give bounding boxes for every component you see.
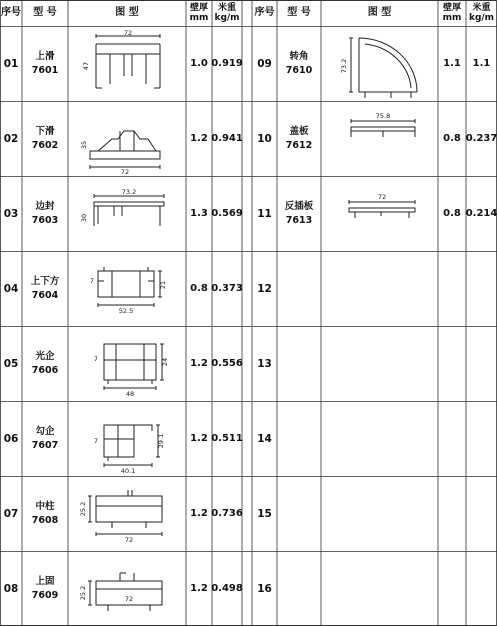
wall-thickness-value: 1.2 — [190, 508, 208, 519]
row-seq-number: 05 — [3, 357, 19, 370]
dimension-label: 24 — [161, 357, 169, 367]
header-seq: 序号 — [1, 7, 21, 18]
profile-model-cell — [277, 551, 321, 626]
dimension-label: 48 — [125, 390, 135, 398]
wall-thickness-value: 1.2 — [190, 358, 208, 369]
dimension-label: 73.2 — [121, 188, 137, 196]
profile-stroke — [94, 202, 164, 226]
profile-code: 7612 — [285, 139, 313, 151]
profile-name: 转角 — [289, 50, 309, 62]
wall-thickness-value — [438, 251, 466, 326]
dimension-label: 72 — [120, 168, 130, 176]
header-thickness-line1: 壁厚 — [442, 3, 461, 13]
profile-name: 反插板 — [284, 200, 314, 212]
profile-drawing — [68, 326, 186, 401]
header-weight — [212, 0, 242, 26]
dimension-label: 35 — [80, 140, 88, 150]
wall-thickness-value: 1.2 — [190, 133, 208, 144]
dimension-label: 21 — [159, 280, 167, 290]
dimension-label: 72 — [377, 193, 387, 201]
meter-weight-value: 0.237 — [465, 133, 497, 144]
header-weight-right — [466, 0, 497, 26]
row-seq-number: 15 — [257, 507, 272, 520]
profile-model-cell — [22, 176, 68, 251]
profile-code: 7608 — [31, 514, 59, 526]
wall-thickness-value: 1.1 — [443, 58, 461, 69]
profile-stroke — [349, 208, 415, 218]
profile-stroke — [104, 425, 160, 467]
row-seq-number: 12 — [257, 282, 272, 295]
profile-drawing — [321, 326, 438, 401]
profile-model-cell — [277, 326, 321, 401]
header-seq-right: 序号 — [254, 7, 275, 18]
row-seq-number: 02 — [3, 132, 19, 145]
profile-stroke — [351, 127, 415, 137]
profile-code: 7602 — [31, 139, 59, 151]
profile-name: 边封 — [35, 200, 55, 212]
profile-drawing — [321, 176, 438, 251]
dimension-label: 7 — [93, 437, 99, 445]
profile-code: 7606 — [31, 364, 59, 376]
dimension-label: 73.2 — [340, 58, 348, 74]
header-thickness-line2: mm — [442, 13, 462, 23]
wall-thickness-value: 1.2 — [190, 433, 208, 444]
row-seq-number: 14 — [257, 432, 272, 445]
profile-model-cell — [22, 476, 68, 551]
profile-stroke — [96, 573, 162, 611]
profile-code: 7613 — [285, 214, 313, 226]
profile-name: 上固 — [35, 575, 55, 587]
profile-drawing — [68, 176, 186, 251]
profile-model-cell — [22, 251, 68, 326]
wall-thickness-value — [438, 551, 466, 626]
row-seq-number: 16 — [257, 582, 272, 595]
profile-stroke — [359, 38, 417, 98]
profile-drawing — [321, 26, 438, 101]
dimension-label: 30 — [80, 213, 88, 223]
profile-model-cell — [22, 326, 68, 401]
profile-model-cell — [277, 26, 321, 101]
meter-weight-value: 0.569 — [211, 208, 243, 219]
meter-weight-value — [466, 251, 497, 326]
profile-stroke — [104, 425, 152, 461]
profile-model-cell — [277, 251, 321, 326]
profile-stroke — [88, 496, 162, 536]
row-seq-number: 08 — [3, 582, 19, 595]
profile-stroke — [98, 271, 162, 307]
row-seq-number: 03 — [3, 207, 19, 220]
wall-thickness-value: 0.8 — [443, 208, 461, 219]
wall-thickness-value: 1.2 — [190, 583, 208, 594]
dimension-label: 7 — [93, 355, 99, 363]
profile-model-cell — [277, 401, 321, 476]
profile-name: 勾企 — [35, 425, 55, 437]
meter-weight-value — [466, 401, 497, 476]
header-model: 型 号 — [33, 7, 57, 18]
profile-name: 盖板 — [289, 125, 309, 137]
row-seq-number: 11 — [257, 207, 272, 220]
meter-weight-value: 0.941 — [211, 133, 243, 144]
dimension-label: 47 — [82, 61, 90, 71]
profile-code: 7604 — [31, 289, 59, 301]
row-seq-number: 13 — [257, 357, 272, 370]
dimension-label: 40.1 — [120, 467, 136, 475]
header-weight-line2: kg/m — [468, 13, 495, 23]
row-seq-number: 06 — [3, 432, 19, 445]
profile-model-cell — [22, 101, 68, 176]
header-thickness-right — [438, 0, 466, 26]
dimension-label: 7 — [89, 277, 95, 285]
row-seq-number: 07 — [3, 507, 19, 520]
profile-code: 7609 — [31, 589, 59, 601]
profile-drawing — [321, 251, 438, 326]
header-model-right: 型 号 — [287, 7, 311, 18]
profile-name: 上滑 — [35, 50, 55, 62]
wall-thickness-value: 0.8 — [443, 133, 461, 144]
profile-stroke — [98, 267, 154, 297]
dimension-label: 25.2 — [79, 585, 87, 601]
profile-drawing — [68, 476, 186, 551]
profile-model-cell — [277, 176, 321, 251]
profile-code: 7607 — [31, 439, 59, 451]
row-seq-number: 04 — [3, 282, 19, 295]
profile-code: 7610 — [285, 64, 313, 76]
meter-weight-value: 1.1 — [472, 58, 491, 69]
profile-model-cell — [22, 26, 68, 101]
profile-drawing — [68, 101, 186, 176]
profile-code: 7603 — [31, 214, 59, 226]
profile-drawing — [321, 476, 438, 551]
dimension-label: 29.1 — [157, 433, 165, 449]
meter-weight-value — [466, 551, 497, 626]
dimension-label: 72 — [123, 29, 133, 37]
wall-thickness-value — [438, 401, 466, 476]
dimension-label: 75.8 — [375, 112, 391, 120]
meter-weight-value: 0.373 — [211, 283, 243, 294]
profile-drawing — [321, 401, 438, 476]
header-thickness-line1: 壁厚 — [189, 3, 208, 13]
profile-model-cell — [277, 476, 321, 551]
dimension-label: 72 — [124, 595, 134, 603]
profile-name: 中柱 — [35, 500, 55, 512]
dimension-label: 25.2 — [79, 501, 87, 517]
wall-thickness-value — [438, 326, 466, 401]
profile-drawing — [68, 26, 186, 101]
profile-drawing — [321, 551, 438, 626]
meter-weight-value: 0.511 — [211, 433, 243, 444]
row-seq-number: 09 — [257, 57, 272, 70]
profile-drawing — [68, 251, 186, 326]
wall-thickness-value: 0.8 — [190, 283, 208, 294]
profile-stroke — [349, 38, 353, 92]
meter-weight-value: 0.498 — [211, 583, 243, 594]
row-seq-number: 01 — [3, 57, 19, 70]
profile-stroke — [104, 344, 156, 384]
dimension-label: 52.5 — [118, 307, 134, 315]
profile-drawing — [68, 551, 186, 626]
profile-name: 上下方 — [30, 275, 60, 287]
profile-stroke — [88, 581, 92, 605]
profile-stroke — [96, 44, 160, 88]
profile-model-cell — [277, 101, 321, 176]
header-weight-line1: 米重 — [217, 3, 236, 13]
meter-weight-value: 0.736 — [211, 508, 243, 519]
header-weight-line2: kg/m — [214, 13, 240, 23]
profile-drawing — [321, 101, 438, 176]
profile-stroke — [96, 490, 162, 528]
wall-thickness-value: 1.3 — [190, 208, 208, 219]
header-weight-line1: 米重 — [472, 3, 491, 13]
row-seq-number: 10 — [257, 132, 272, 145]
profile-code: 7601 — [31, 64, 59, 76]
wall-thickness-value: 1.0 — [190, 58, 208, 69]
profile-stroke — [90, 131, 160, 159]
dimension-label: 72 — [124, 536, 134, 544]
header-thickness-line2: mm — [189, 13, 209, 23]
meter-weight-value — [466, 476, 497, 551]
meter-weight-value: 0.556 — [211, 358, 243, 369]
meter-weight-value: 0.214 — [465, 208, 497, 219]
meter-weight-value — [466, 326, 497, 401]
header-profile: 图 型 — [115, 7, 139, 18]
header-profile-right: 图 型 — [367, 7, 392, 18]
profile-drawing — [68, 401, 186, 476]
profile-stroke — [104, 344, 164, 390]
profile-name: 下滑 — [35, 125, 55, 137]
meter-weight-value: 0.919 — [211, 58, 243, 69]
profile-model-cell — [22, 401, 68, 476]
profile-model-cell — [22, 551, 68, 626]
profile-name: 光企 — [35, 350, 55, 362]
wall-thickness-value — [438, 476, 466, 551]
header-thickness — [186, 0, 212, 26]
